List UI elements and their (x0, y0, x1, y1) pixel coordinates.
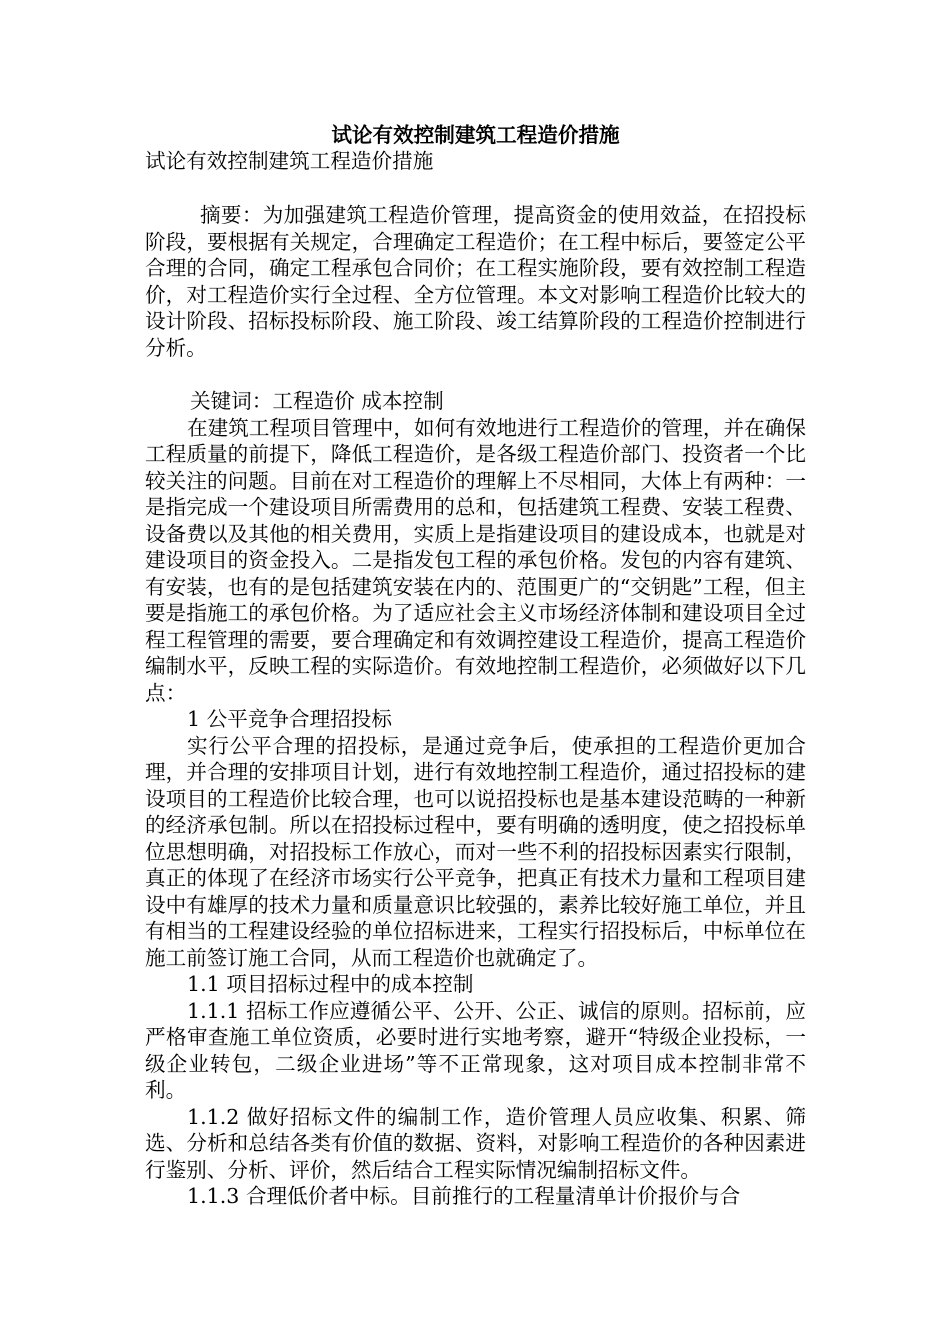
blank-line (145, 361, 806, 388)
document-page (145, 122, 806, 1210)
intro-paragraph: 在建筑工程项目管理中，如何有效地进行工程造价的管理，并在确保工程质量的前提下，降低工程造价，是各级工程造价部门、投资者一个比较关注的问题。目前在对工程造价的理解上不尽相同，大体上有两种：一是指完成一个建设项目所需费用的总和，包括建筑工程费、安装工程费、设备费以及其他的相关费用，实质上是指建设项目的建设成本，也就是对建设项目的资金投入。二是指发包工程的承包价格。发包的内容有建筑、有安装，也有的是包括建筑安装在内的、范围更广的“交钥匙”工程，但主要是指施工的承包价格。为了适应社会主义市场经济体制和建设项目全过程工程管理的需要，要合理确定和有效调控建设工程造价，提高工程造价编制水平，反映工程的实际造价。有效地控制工程造价，必须做好以下几点： (145, 415, 806, 705)
section-1-paragraph: 实行公平合理的招投标，是通过竞争后，使承担的工程造价更加合理，并合理的安排项目计划，进行有效地控制工程造价，通过招投标的建设项目的工程造价比较合理，也可以说招投标也是基本建设范畴的一种新的经济承包制。所以在招投标过程中，要有明确的透明度，使之招投标单位思想明确，对招投标工作放心，而对一些不利的招投标因素实行限制，真正的体现了在经济市场实行公平竞争，把真正有技术力量和工程项目建设中有雄厚的技术力量和质量意识比较强的，素养比较好施工单位，并且有相当的工程建设经验的单位招标进来，工程实行招投标后，中标单位在施工前签订施工合同，从而工程造价也就确定了。 (145, 733, 806, 970)
document-subtitle: 试论有效控制建筑工程造价措施 (145, 149, 434, 173)
section-heading-1: 1 公平竞争合理招投标 (187, 707, 392, 731)
item-1-1-2: 1.1.2 做好招标文件的编制工作，造价管理人员应收集、积累、筛选、分析和总结各类有价值的数据、资料，对影响工程造价的各种因素进行鉴别、分析、评价，然后结合工程实际情况编制招标文件。 (145, 1104, 806, 1182)
section-heading-1-1: 1.1 项目招标过程中的成本控制 (187, 972, 474, 996)
document-title: 试论有效控制建筑工程造价措施 (331, 123, 620, 147)
abstract-paragraph: 摘要：为加强建筑工程造价管理，提高资金的使用效益，在招投标阶段，要根据有关规定，合理确定工程造价；在工程中标后，要签定公平合理的合同，确定工程承包合同价；在工程实施阶段，要有效控制工程造价，对工程造价实行全过程、全方位管理。本文对影响工程造价比较大的设计阶段、招标投标阶段、施工阶段、竣工结算阶段的工程造价控制进行分析。 (145, 203, 806, 360)
item-1-1-3: 1.1.3 合理低价者中标。目前推行的工程量清单计价报价与合 (187, 1184, 741, 1208)
item-1-1-1: 1.1.1 招标工作应遵循公平、公开、公正、诚信的原则。招标前，应严格审查施工单位资质，必要时进行实地考察，避开“特级企业投标，一级企业转包，二级企业进场”等不正常现象，这对项目成本控制非常不利。 (145, 998, 806, 1102)
keywords-line: 关键词：工程造价 成本控制 (190, 389, 444, 413)
blank-line (145, 175, 806, 202)
